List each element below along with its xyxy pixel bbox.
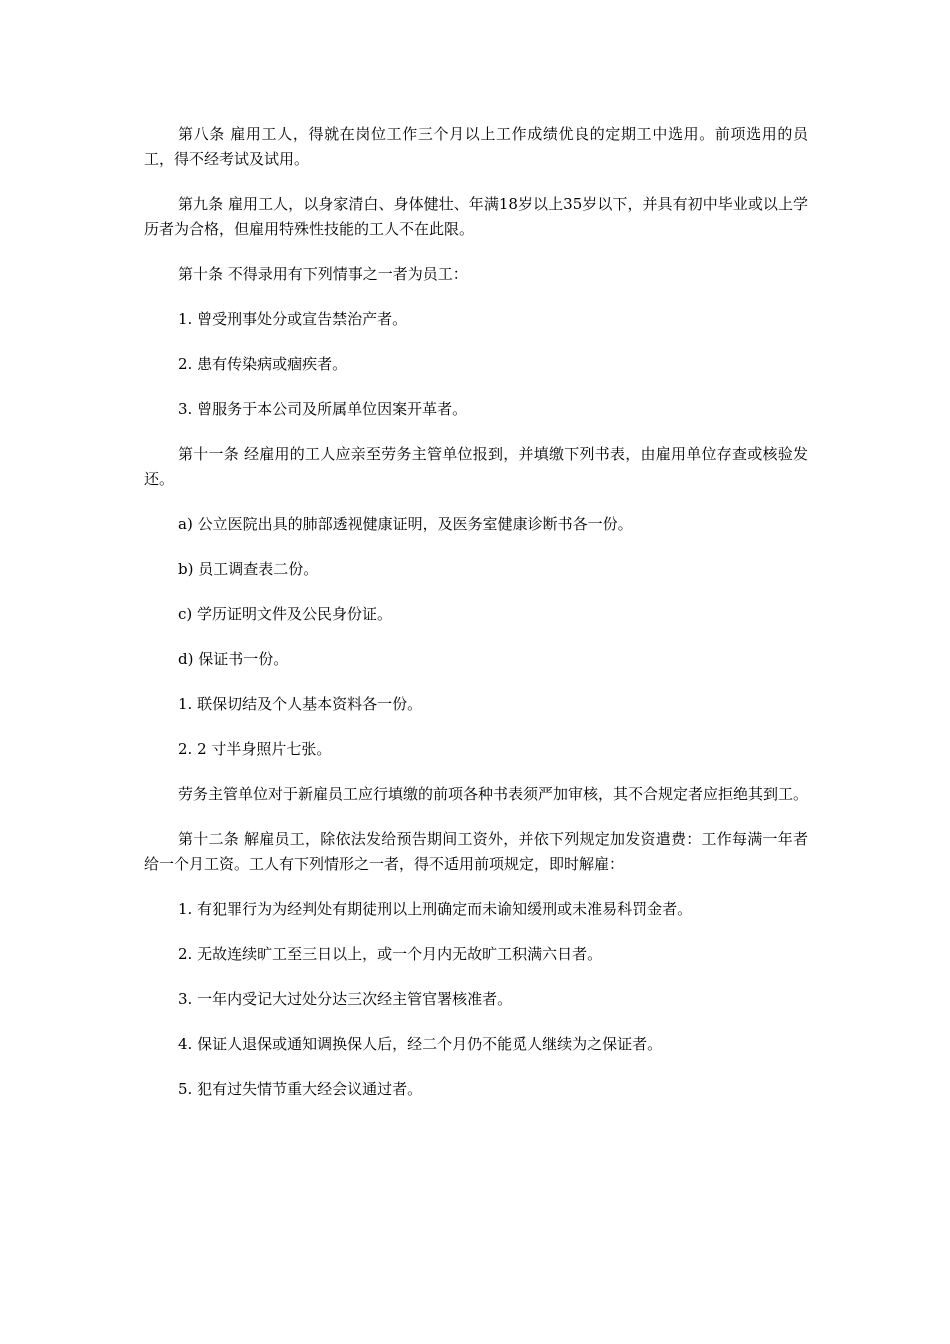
list-item: a) 公立医院出具的肺部透视健康证明，及医务室健康诊断书各一份。 [178,515,633,533]
list-item: c) 学历证明文件及公民身份证。 [178,605,393,623]
list-item: 1. 曾受刑事处分或宣告禁治产者。 [178,310,408,328]
list-item: 1. 联保切结及个人基本资料各一份。 [178,695,423,713]
list-item: 2. 无故连续旷工至三日以上，或一个月内无故旷工积满六日者。 [178,945,603,963]
list-item: 1. 有犯罪行为为经判处有期徒刑以上刑确定而未谕知缓刑或未准易科罚金者。 [178,900,693,918]
list-item: 2. 患有传染病或痼疾者。 [178,355,348,373]
article-9-paragraph: 第九条 雇用工人，以身家清白、身体健壮、年满18岁以上35岁以下，并具有初中毕业或以上学历者为合格，但雇用特殊性技能的工人不在此限。 [144,195,808,238]
article-8-paragraph: 第八条 雇用工人，得就在岗位工作三个月以上工作成绩优良的定期工中选用。前项选用的员工，得不经考试及试用。 [144,125,808,168]
list-item: 5. 犯有过失情节重大经会议通过者。 [178,1080,423,1098]
document-body [144,122,808,1122]
list-item: 4. 保证人退保或通知调换保人后，经二个月仍不能觅人继续为之保证者。 [178,1035,663,1053]
list-item: d) 保证书一份。 [178,650,289,668]
list-item: 3. 曾服务于本公司及所属单位因案开革者。 [178,400,468,418]
list-item: 2. 2 寸半身照片七张。 [178,740,332,758]
article-11-paragraph: 第十一条 经雇用的工人应亲至劳务主管单位报到，并填缴下列书表，由雇用单位存查或核验发还。 [144,445,808,488]
list-item: b) 员工调查表二份。 [178,560,319,578]
list-item: 3. 一年内受记大过处分达三次经主管官署核准者。 [178,990,513,1008]
article-10-paragraph: 第十条 不得录用有下列情事之一者为员工： [178,265,468,283]
article-12-paragraph: 第十二条 解雇员工，除依法发给预告期间工资外，并依下列规定加发资遣费：工作每满一年者给一个月工资。工人有下列情形之一者，得不适用前项规定，即时解雇： [144,830,808,873]
review-paragraph: 劳务主管单位对于新雇员工应行填缴的前项各种书表须严加审核，其不合规定者应拒绝其到工。 [178,785,809,803]
